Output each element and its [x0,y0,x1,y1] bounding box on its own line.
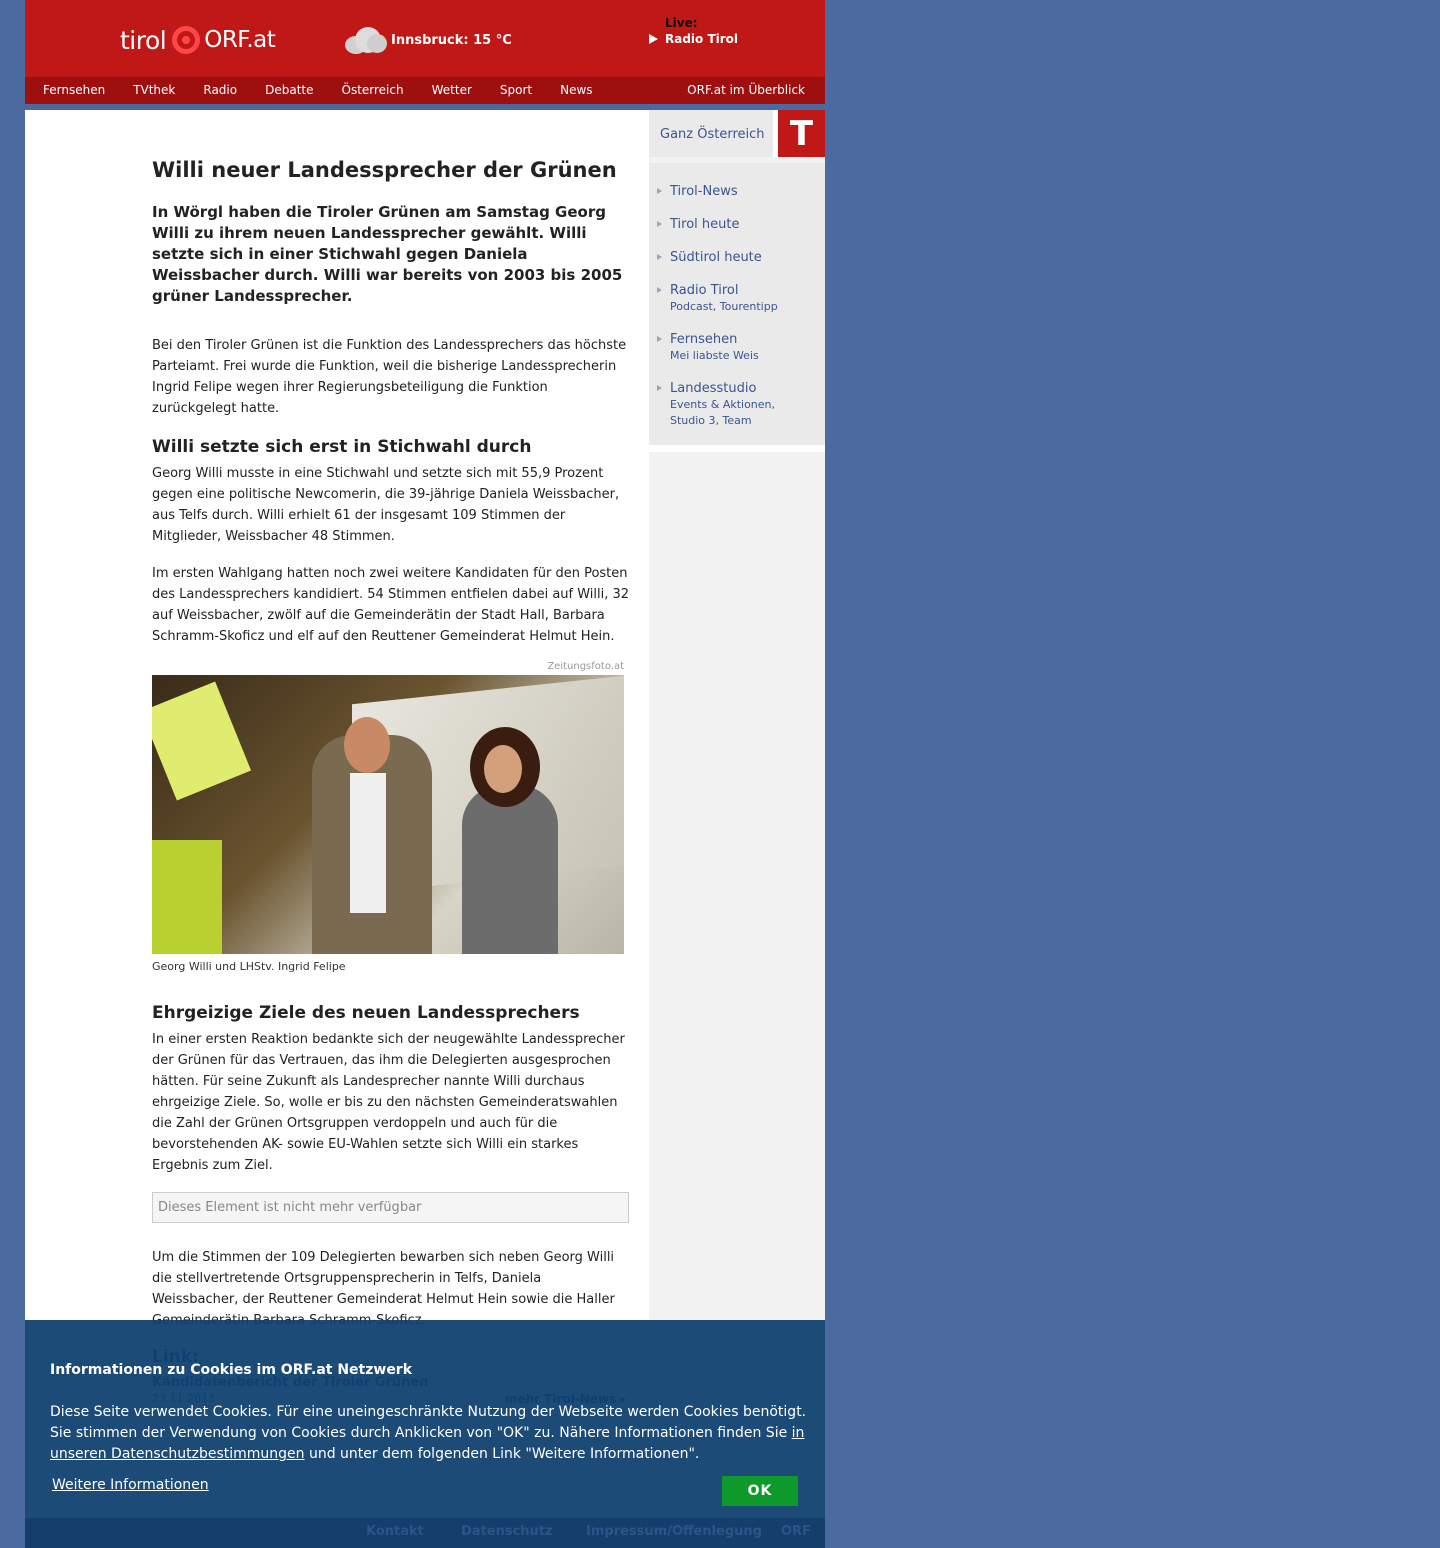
sidebar-item-label[interactable]: Tirol heute [670,217,740,232]
live-station-text: Radio Tirol [665,32,739,46]
sidebar-item-sublinks[interactable]: Mei liabste Weis [670,349,759,362]
article-paragraph: In einer ersten Reaktion bedankte sich der neugewählte Landessprecher der Grünen für das Vertrauen, das ihm die Delegierten ausgesprochen hätten. Für seine Zukunft als Landesprecher nannte Willi durchaus ehrgeizige Ziele. So, wolle er bis zu den nächsten Gemeinderatswahlen die Zahl der Grünen Ortsgruppen verdoppeln und auch für die bevorstehenden AK- sowie EU-Wahlen setzte sich Willi ein starkes Ergebnis zum Ziel. [152,1032,625,1173]
live-station-link[interactable] [649,31,738,47]
nav-fernsehen[interactable]: Fernsehen [43,83,106,97]
sidebar-item-label[interactable]: Fernsehen [670,332,738,347]
cookie-text [50,1402,810,1465]
photo-credit: Zeitungsfoto.at [547,661,624,672]
cookie-banner [25,1320,825,1518]
weather-widget[interactable] [343,24,512,56]
cookie-more-info-link[interactable]: Weitere Informationen [52,1477,209,1493]
sidebar-item-sublinks[interactable]: Events & Aktionen, Studio 3, Team [670,398,776,427]
cookie-text-part: und unter dem folgenden Link "Weitere Informationen". [304,1446,700,1462]
sidebar-item-label[interactable]: Radio Tirol [670,283,739,298]
cookie-ok-button[interactable]: OK [722,1476,798,1506]
nav-debatte[interactable]: Debatte [265,83,314,97]
footer-orf-logo[interactable]: ORF [781,1524,811,1539]
nav-tvthek[interactable]: TVthek [133,83,176,97]
nav-orf-overview[interactable]: ORF.at im Überblick [687,83,805,97]
article [152,156,630,1390]
tirol-orf-logo[interactable] [120,22,275,58]
sidebar-item-label[interactable]: Landesstudio [670,381,757,396]
sidebar-item-tirol-heute[interactable] [649,216,825,233]
live-label: Live: [665,16,698,30]
footer-datenschutz[interactable]: Datenschutz [461,1524,553,1539]
article-subheading: Ehrgeizige Ziele des neuen Landessprechers [152,1003,580,1023]
nav-radio[interactable]: Radio [203,83,238,97]
privacy-policy-link[interactable]: in unseren Datenschutzbestimmungen [50,1425,805,1462]
weather-text: Innsbruck: 15 °C [391,32,512,48]
footer-kontakt[interactable]: Kontakt [366,1524,424,1539]
sidebar-item-fernsehen[interactable] [649,331,825,364]
site-header [25,0,825,104]
cookie-text-part: Diese Seite verwendet Cookies. Für eine uneingeschränkte Nutzung der Webseite werden Cookies benötigt. Sie stimmen der Verwendung von Cookies durch Anklicken von "OK" zu. Nähere Informationen finden Sie [50,1404,807,1441]
sidebar-item-radio-tirol[interactable] [649,282,825,315]
article-title: Willi neuer Landessprecher der Grünen [152,158,617,182]
sidebar-item-label[interactable]: Südtirol heute [670,250,762,265]
logo-region-text: tirol [120,25,167,55]
article-paragraph: Bei den Tiroler Grünen ist die Funktion des Landessprechers das höchste Parteiamt. Frei wurde die Funktion, weil die bisherige Landessprecherin Ingrid Felipe wegen ihrer Regierungsbeteiligung die Funktion zurückgelegt hatte. [152,338,627,416]
main-nav [25,77,825,104]
cloud-icon [343,24,387,56]
sidebar-top [649,110,825,157]
live-radio[interactable] [649,15,738,47]
nav-news[interactable]: News [560,83,593,97]
logo-brand-text: ORF.at [204,27,276,53]
sidebar-item-sublinks[interactable]: Podcast, Tourentipp [670,300,778,313]
sidebar-item-label[interactable]: Tirol-News [670,184,738,199]
article-paragraph: Um die Stimmen der 109 Delegierten bewarben sich neben Georg Willi die stellvertretende Ortsgruppensprecherin in Telfs, Daniela Weissbacher, der Reuttener Gemeinderat Helmut Hein sowie die Haller [152,1250,615,1307]
play-icon [649,34,658,44]
sidebar-item-landesstudio[interactable] [649,380,825,429]
nav-oesterreich[interactable]: Österreich [341,83,404,97]
sidebar-menu [649,163,825,445]
ganz-oesterreich-link[interactable]: Ganz Österreich [649,110,773,157]
article-subheading: Willi setzte sich erst in Stichwahl durch [152,437,532,457]
sidebar-item-tirol-news[interactable] [649,183,825,200]
photo-caption: Georg Willi und LHStv. Ingrid Felipe [152,960,346,973]
nav-wetter[interactable]: Wetter [431,83,472,97]
article-photo [152,675,624,954]
site-footer [25,1518,825,1548]
sidebar-divider [649,445,825,452]
orf-eye-icon [172,26,200,54]
article-paragraph: Im ersten Wahlgang hatten noch zwei weitere Kandidaten für den Posten des Landessprechers kandidiert. 54 Stimmen entfielen dabei auf Willi, 32 auf Weissbacher, zwölf auf die Gemeinderätin der Stadt Hall, Barbara Schramm-Skoficz und elf auf den Reuttener Gemeinderat Helmut Hein. [152,566,630,644]
tirol-badge[interactable]: T [778,110,825,157]
cookie-title: Informationen zu Cookies im ORF.at Netzwerk [50,1362,413,1378]
footer-impressum[interactable]: Impressum/Offenlegung [586,1524,762,1539]
sidebar-item-suedtirol-heute[interactable] [649,249,825,266]
unavailable-element: Dieses Element ist nicht mehr verfügbar [152,1192,629,1223]
nav-sport[interactable]: Sport [499,83,533,97]
article-lead: In Wörgl haben die Tiroler Grünen am Samstag Georg Willi zu ihrem neuen Landessprecher gewählt. Willi setzte sich in einer Stichwahl gegen Daniela Weissbacher durch. Willi war bereits von 2003 bis 2005 grüner Landessprecher. [152,203,623,305]
article-paragraph: Georg Willi musste in eine Stichwahl und setzte sich mit 55,9 Prozent gegen eine politische Newcomerin, die 39-jährige Daniela Weissbacher, aus Telfs durch. Willi erhielt 61 der insgesamt 109 Stimmen der Mitglieder, Weissbacher 48 Stimmen. [152,466,620,544]
